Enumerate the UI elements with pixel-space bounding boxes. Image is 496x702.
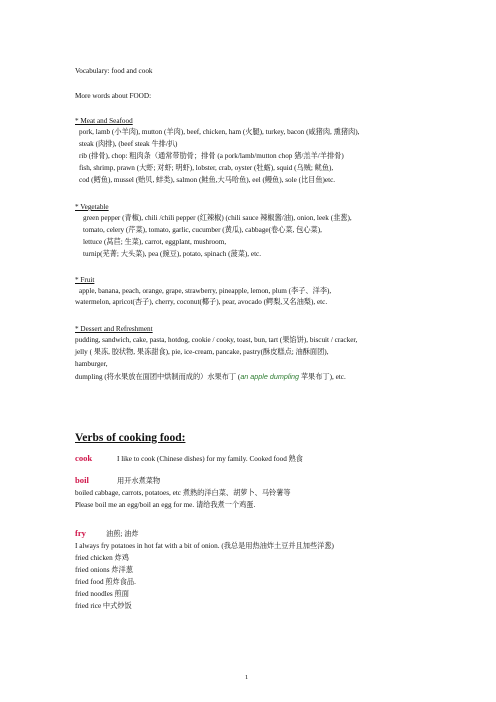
dessert-line: jelly ( 果冻, 胶状物, 果冻甜食), pie, ice-cream, pancake, pastry(酥皮糕点; 油酥面团), [75,348,329,356]
fry-line: I always fry potatoes in hot fat with a bit of onion. (我总是用热油炸土豆并且加些洋葱) [75,542,334,550]
vegetable-line: lettuce (莴苣; 生菜), carrot, eggplant, mushroom, [83,238,227,246]
fry-line: fried onions 炸洋葱 [75,566,133,574]
page-number: 1 [245,674,249,681]
section-heading-dessert: * Dessert and Refreshment [75,325,153,333]
dumpling-text-end: 苹果布丁), etc. [299,373,346,381]
boil-line: Please boil me an egg/boil an egg for me. 请给我煮一个鸡蛋. [75,501,256,509]
verb-cook: cook [75,453,93,463]
section-heading-fruit: * Fruit [75,276,95,284]
fruit-line: apple, banana, peach, orange, grape, strawberry, pineapple, lemon, plum (李子、洋李), [79,287,332,295]
verb-boil: boil [75,475,89,485]
cook-line: I like to cook (Chinese dishes) for my family. Cooked food 熟食 [117,455,303,463]
meat-line: rib (排骨), chop: 粗肉条（通常带肋骨；排骨 (a pork/lamb/mutton chop 猪/羔羊/羊排骨) [79,152,344,160]
fry-meaning: 油煎; 油炸 [106,530,139,538]
meat-line: steak (肉排), (beef steak 牛排/扒) [79,140,178,148]
vegetable-line: turnip(芜菁; 大头菜), pea (豌豆), potato, spinach (菠菜), etc. [83,250,262,258]
intro-line: More words about FOOD: [75,92,152,100]
meat-line: pork, lamb (小羊肉), mutton (羊肉), beef, chicken, ham (火腿), turkey, bacon (咸猪肉, 熏猪肉), [79,128,360,136]
fry-line: fried rice 中式炒饭 [75,602,132,610]
section-heading-vegetable: * Vegetable [75,203,109,211]
dessert-line: pudding, sandwich, cake, pasta, hotdog, cookie / cooky, toast, bun, tart (果馅饼), biscuit / cracker, [75,336,358,344]
meat-line: fish, shrimp, prawn (大虾; 对虾; 明虾), lobster, crab, oyster (牡蛎), squid (乌贼; 鱿鱼), [79,164,334,172]
document-title: Vocabulary: food and cook [75,67,153,75]
verb-fry: fry [75,528,86,538]
vegetable-line: green pepper (青椒), chili /chili pepper (红辣椒) (chili sauce 辣椒酱/油), onion, leek (韭葱), [83,214,352,222]
fry-line: fried noodles 煎面 [75,590,129,598]
vegetable-line: tomato, celery (芹菜), tomato, garlic, cucumber (黄瓜), cabbage(卷心菜, 包心菜), [83,226,322,234]
boil-line: boiled cabbage, carrots, potatoes, etc 煮熟的洋白菜、胡萝卜、马铃薯等 [75,489,291,497]
dumpling-text: dumpling (将水果放在面团中烘制而成的）水果布丁 ( [75,373,241,381]
dessert-line: hamburger, [75,360,108,368]
meat-line: cod (鳕鱼), mussel (贻贝, 蚌类), salmon (鲑鱼,大马哈鱼), eel (鳗鱼), sole (比目鱼)etc. [79,176,336,184]
fry-line: fried food 煎炸食品. [75,578,136,586]
dumpling-line [75,372,346,382]
fruit-line: watermelon, apricot(杏子), cherry, coconut(椰子), pear, avocado (鳄梨,又名油梨), etc. [75,298,328,306]
fry-line: fried chicken 炸鸡 [75,554,129,562]
dumpling-example: an apple dumpling [240,372,300,381]
boil-meaning: 用开水煮菜物 [117,477,161,485]
verbs-heading: Verbs of cooking food: [75,432,186,444]
section-heading-meat: * Meat and Seafood [75,117,133,125]
